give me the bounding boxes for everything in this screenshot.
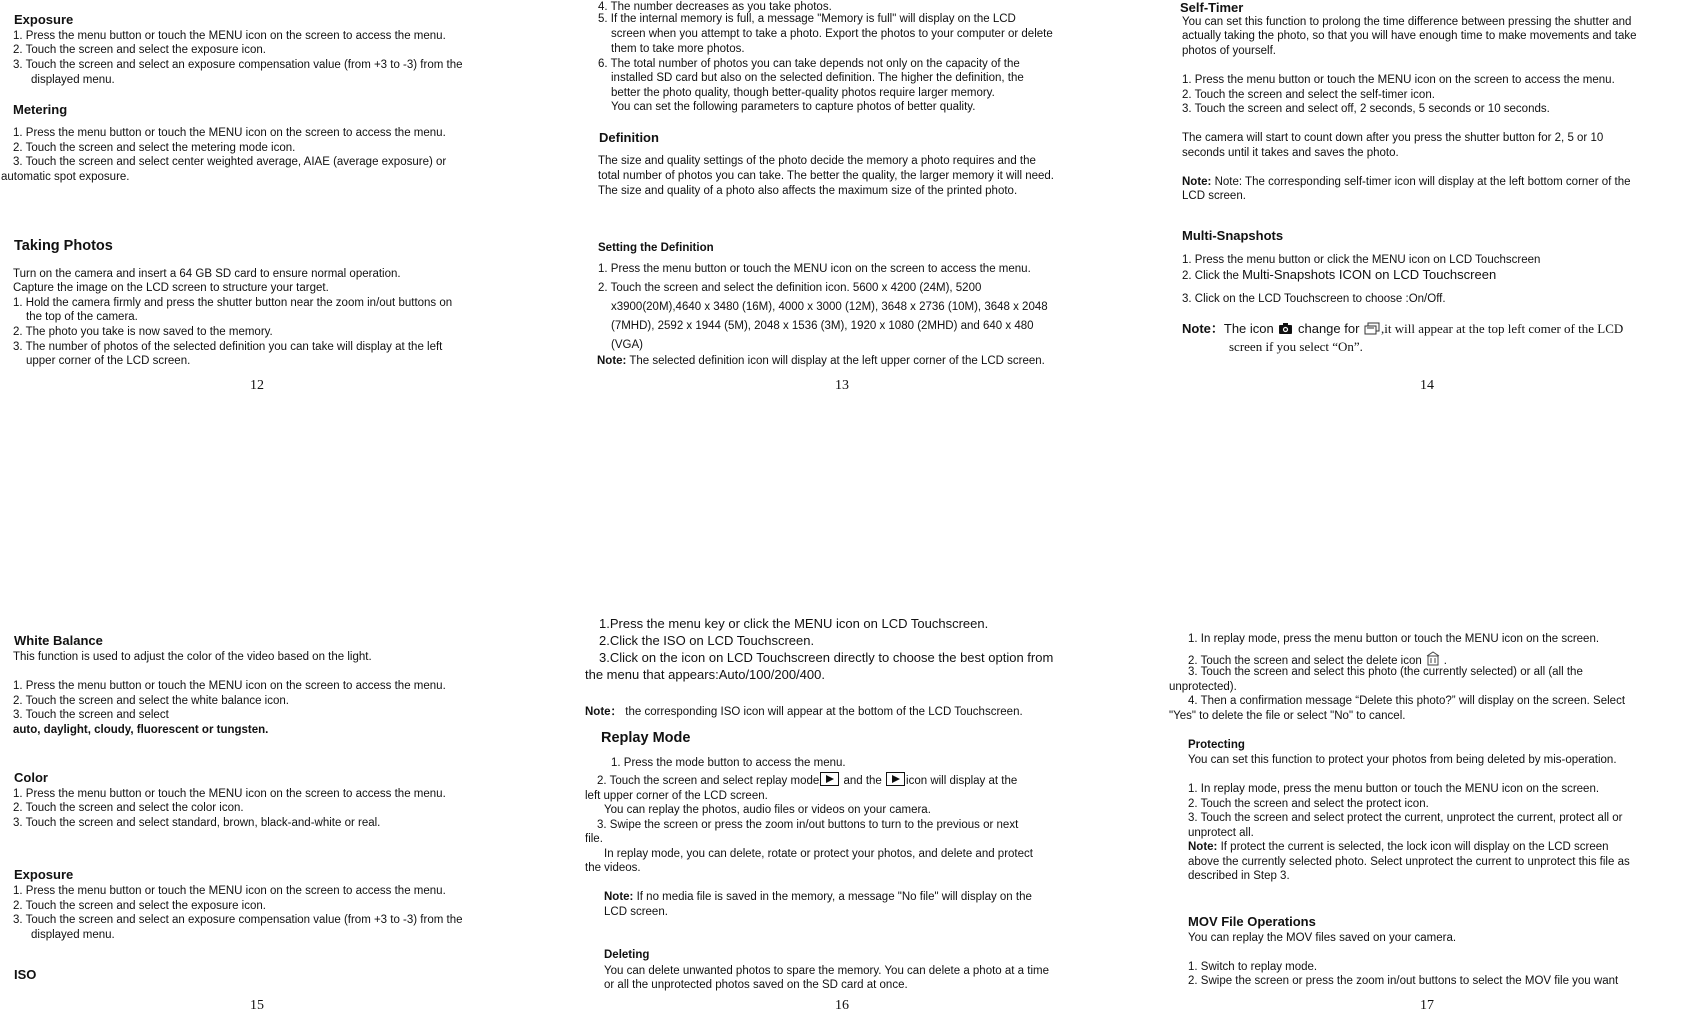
heading-definition: Definition [599, 130, 659, 145]
note-line [585, 705, 1023, 719]
text-line: LCD screen. [1182, 190, 1246, 202]
text-line: (7MHD), 2592 x 1944 (5M), 2048 x 1536 (3M), 1920 x 1080 (2MHD) and 640 x 480 [611, 320, 1034, 332]
page-number: 13 [835, 378, 849, 393]
rp-text: and the [840, 775, 886, 787]
text-line: LCD screen. [604, 906, 668, 918]
text-line: The size and quality settings of the photo decide the memory a photo requires and the [598, 155, 1036, 167]
text-line: 2. Touch the screen and select the definition icon. 5600 x 4200 (24M), 5200 [598, 282, 982, 294]
note-text: ,it will appear at the top left comer of the LCD [1381, 321, 1624, 336]
text-line: unprotect all. [1188, 827, 1254, 839]
text-line: automatic spot exposure. [1, 171, 130, 183]
note-text: If protect the current is selected, the lock icon will display on the LCD screen [1217, 841, 1609, 853]
text-line: 1. Press the menu button or touch the MENU icon on the screen to access the menu. [13, 30, 446, 42]
text-line: You can replay the MOV files saved on your camera. [1188, 932, 1457, 944]
text-line: You can set this function to protect your photos from being deleted by mis-operation. [1188, 754, 1617, 766]
text-line: auto, daylight, cloudy, fluorescent or tungsten. [13, 724, 269, 736]
heading-metering: Metering [13, 102, 68, 117]
page-number: 14 [1420, 378, 1434, 393]
text-line: 1. Press the menu button or touch the MENU icon on the screen to access the menu. [13, 788, 446, 800]
text-line: installed SD card but also on the selected definition. The higher the definition, the [611, 72, 1024, 84]
text-line: You can replay the photos, audio files or videos on your camera. [604, 804, 931, 816]
d-text: 2. Touch the screen and select the delete icon [1188, 655, 1422, 667]
note-label: Note: [604, 891, 634, 903]
text-line: total number of photos you can take. The better the quality, the larger memory it will need. [598, 170, 1054, 182]
note-label: Note: [1182, 176, 1212, 188]
page-number: 16 [835, 998, 849, 1013]
camera-icon [1278, 322, 1293, 335]
text-line: the top of the camera. [26, 311, 138, 323]
text-line: 3. Click on the LCD Touchscreen to choose :On/Off. [1182, 293, 1446, 305]
text-line: 2. Touch the screen and select the white balance icon. [13, 695, 289, 707]
text-line: seconds until it takes and saves the photo. [1182, 147, 1399, 159]
text-line: 1. In replay mode, press the menu button or touch the MENU icon on the screen. [1188, 783, 1600, 795]
text-line: "Yes" to delete the file or select "No" to cancel. [1169, 710, 1406, 722]
heading-exposure: Exposure [14, 12, 74, 27]
text-line: You can delete unwanted photos to spare the memory. You can delete a photo at a time [604, 965, 1049, 977]
text-line [597, 772, 1017, 788]
text-line: 1. Press the mode button to access the menu. [611, 757, 846, 769]
text-line: or all the unprotected photos saved on the SD card at once. [604, 979, 908, 991]
text-line: 3. Touch the screen and select an exposure compensation value (from +3 to -3) from the [13, 59, 463, 71]
heading-setting-definition: Setting the Definition [598, 242, 714, 254]
heading-iso: ISO [14, 967, 37, 982]
text-line: screen when you attempt to take a photo. Export the photos to your computer or delete [611, 28, 1053, 40]
note-text: Note: The corresponding self-timer icon will display at the left bottom corner of the [1211, 176, 1631, 188]
text-line: 1. Press the menu button or touch the MENU icon on the screen to access the menu. [1182, 74, 1615, 86]
rp-text: icon will display at the [906, 775, 1018, 787]
text-line: photos of yourself. [1182, 45, 1276, 57]
note-line [604, 890, 1032, 904]
note-line [1182, 175, 1631, 189]
heading-mov-file-operations: MOV File Operations [1188, 914, 1316, 929]
heading-multi-snapshots: Multi-Snapshots [1182, 228, 1284, 243]
note-label: Note： [585, 706, 623, 718]
note-label: Note： [1182, 321, 1224, 336]
text-line: 3. Touch the screen and select this photo (the currently selected) or all (all the [1188, 666, 1583, 678]
text-line: left upper corner of the LCD screen. [585, 790, 768, 802]
text-line: 2. Touch the screen and select the metering mode icon. [13, 142, 296, 154]
text-line: This function is used to adjust the color of the video based on the light. [13, 651, 372, 663]
text-line: x3900(20M),4640 x 3480 (16M), 4000 x 3000 (12M), 3648 x 2736 (10M), 3648 x 2048 [611, 301, 1048, 313]
text-line: 6. The total number of photos you can take depends not only on the capacity of the [598, 58, 1020, 70]
note-text: change for [1294, 321, 1364, 336]
text-line: displayed menu. [31, 929, 115, 941]
text-line: 1.Press the menu key or click the MENU icon on LCD Touchscreen. [599, 616, 989, 631]
text-line: them to take more photos. [611, 43, 745, 55]
text-line: You can set the following parameters to capture photos of better quality. [611, 101, 976, 113]
multi-snapshot-icon [1364, 322, 1380, 335]
delete-icon [1423, 650, 1443, 666]
heading-protecting: Protecting [1188, 739, 1245, 751]
text-line: 1. Switch to replay mode. [1188, 961, 1318, 973]
page-number: 12 [250, 378, 264, 393]
note-text: If no media file is saved in the memory, a message "No file" will display on the [633, 891, 1032, 903]
text-line: 3. The number of photos of the selected definition you can take will display at the left [13, 341, 443, 353]
text-line: 2. Touch the screen and select the self-timer icon. [1182, 89, 1435, 101]
text-line: 2.Click the ISO on LCD Touchscreen. [599, 633, 815, 648]
text-line: 5. If the internal memory is full, a message "Memory is full" will display on the LCD [598, 13, 1016, 25]
text-line: The size and quality of a photo also affects the maximum size of the printed photo. [598, 185, 1018, 197]
rp-text: 2. Touch the screen and select replay mode [597, 775, 820, 787]
text-line: You can set this function to prolong the time difference between pressing the shutter and [1182, 16, 1632, 28]
text-line: 3. Touch the screen and select center weighted average, AIAE (average exposure) or [13, 156, 447, 168]
text-line: 2. Touch the screen and select the color icon. [13, 802, 244, 814]
text-line: Turn on the camera and insert a 64 GB SD card to ensure normal operation. [13, 268, 401, 280]
text-line: 1. In replay mode, press the menu button or touch the MENU icon on the screen. [1188, 633, 1600, 645]
note-label: Note: [1188, 841, 1218, 853]
text-line: 4. The number decreases as you take photos. [598, 1, 832, 13]
text-line: 1. Press the menu button or touch the MENU icon on the screen to access the menu. [13, 680, 446, 692]
note-line [1182, 322, 1623, 336]
text-line: 1. Press the menu button or touch the MENU icon on the screen to access the menu. [13, 885, 446, 897]
text-line: 2. Swipe the screen or press the zoom in/out buttons to select the MOV file you want [1188, 975, 1619, 987]
text-line: In replay mode, you can delete, rotate or protect your photos, and delete and protect [604, 848, 1033, 860]
text-line: the videos. [585, 862, 641, 874]
text-line: 4. Then a confirmation message “Delete this photo?” will display on the screen. Select [1188, 695, 1626, 707]
ms-2-emphasis: Multi-Snapshots ICON on LCD Touchscreen [1242, 267, 1497, 282]
text-line: 3. Swipe the screen or press the zoom in/out buttons to turn to the previous or next [597, 819, 1019, 831]
text-line: 1. Press the menu button or touch the MENU icon on the screen to access the menu. [598, 263, 1031, 275]
text-line: screen if you select “On”. [1229, 339, 1363, 354]
text-line: described in Step 3. [1188, 870, 1290, 882]
text-line: displayed menu. [31, 74, 115, 86]
note-line [597, 354, 1045, 368]
note-text: The icon [1223, 321, 1278, 336]
text-line: better the photo quality, though better-quality photos require larger memory. [611, 87, 995, 99]
heading-self-timer: Self-Timer [1180, 0, 1244, 15]
text-line: upper corner of the LCD screen. [26, 355, 191, 367]
text-line: above the currently selected photo. Select unprotect the current to unprotect this file as [1188, 856, 1630, 868]
text-line: 3. Touch the screen and select [13, 709, 169, 721]
text-line: 1. Hold the camera firmly and press the shutter button near the zoom in/out buttons on [13, 297, 453, 309]
text-line: 2. Touch the screen and select the exposure icon. [13, 900, 266, 912]
text-line: unprotected). [1169, 681, 1237, 693]
text-line: The camera will start to count down after you press the shutter button for 2, 5 or 10 [1182, 132, 1604, 144]
text-line: 1. Press the menu button or touch the MENU icon on the screen to access the menu. [13, 127, 446, 139]
text-line: actually taking the photo, so that you will have enough time to make movements and take [1182, 30, 1637, 42]
heading-taking-photos: Taking Photos [14, 238, 113, 254]
page-number: 17 [1420, 998, 1434, 1013]
text-line: the menu that appears:Auto/100/200/400. [585, 667, 825, 682]
heading-exposure: Exposure [14, 867, 74, 882]
text-line [1182, 268, 1496, 283]
page-number: 15 [250, 998, 264, 1013]
text-line: (VGA) [611, 339, 643, 351]
text-line: 2. Touch the screen and select the exposure icon. [13, 44, 266, 56]
text-line: 1. Press the menu button or click the MENU icon on LCD Touchscreen [1182, 254, 1541, 266]
text-line: 3. Touch the screen and select an exposure compensation value (from +3 to -3) from the [13, 914, 463, 926]
note-line [1188, 840, 1609, 854]
text-line: 3.Click on the icon on LCD Touchscreen directly to choose the best option from [599, 650, 1054, 665]
note-text: The selected definition icon will display at the left upper corner of the LCD screen. [626, 355, 1045, 367]
text-line: 3. Touch the screen and select off, 2 seconds, 5 seconds or 10 seconds. [1182, 103, 1550, 115]
play-icon [886, 772, 905, 786]
heading-white-balance: White Balance [14, 633, 103, 648]
heading-color: Color [14, 770, 48, 785]
text-line: 2. Touch the screen and select the protect icon. [1188, 798, 1429, 810]
replay-mode-icon [820, 772, 839, 786]
heading-deleting: Deleting [604, 949, 650, 961]
heading-replay-mode: Replay Mode [601, 730, 691, 746]
note-label: Note: [597, 355, 627, 367]
ms-2-prefix: 2. Click the [1182, 270, 1243, 282]
text-line: file. [585, 833, 603, 845]
text-line: 3. Touch the screen and select standard, brown, black-and-white or real. [13, 817, 381, 829]
note-text: the corresponding ISO icon will appear at the bottom of the LCD Touchscreen. [622, 706, 1023, 718]
text-line: 2. The photo you take is now saved to the memory. [13, 326, 273, 338]
text-line: Capture the image on the LCD screen to structure your target. [13, 282, 329, 294]
d-text: . [1443, 655, 1447, 667]
text-line: 3. Touch the screen and select protect the current, unprotect the current, protect all or [1188, 812, 1623, 824]
